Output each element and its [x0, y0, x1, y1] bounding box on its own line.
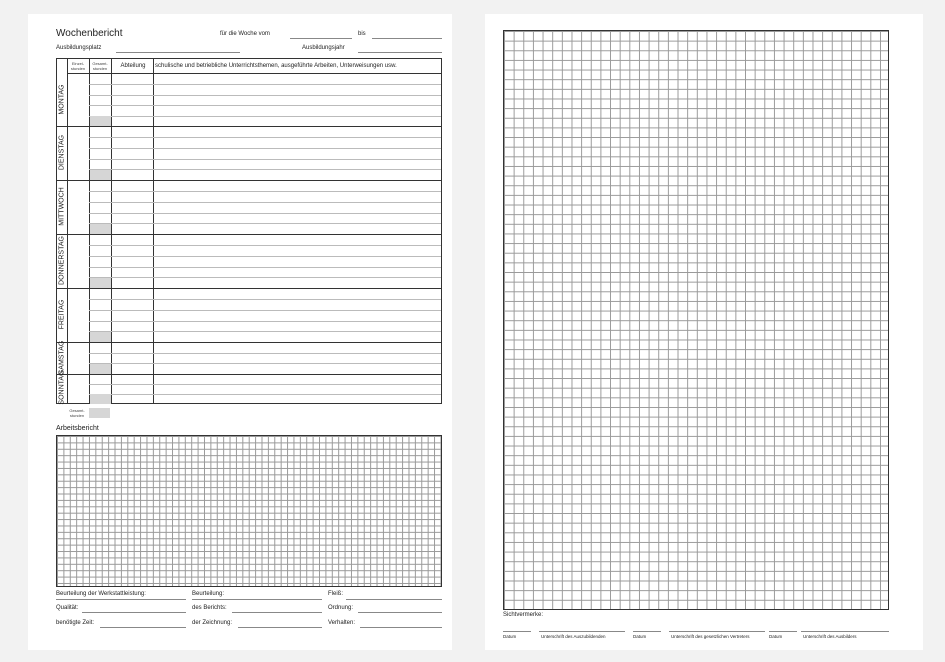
workshop-assessment-label: Beurteilung der Werkstattleistung: — [56, 591, 146, 597]
day-label-thursday: DONNERSTAG — [58, 236, 66, 285]
weekly-table — [56, 58, 442, 404]
report-field[interactable] — [232, 612, 322, 613]
left-page — [28, 14, 452, 650]
week-to-field[interactable] — [372, 38, 442, 39]
day-label-saturday: SAMSTAG — [58, 340, 66, 375]
assessment-label: Beurteilung: — [192, 591, 225, 597]
year-field[interactable] — [358, 52, 442, 53]
column-header-description: schulische und betriebliche Unterrichtsthemen, ausgeführte Arbeiten, Unterweisungen usw. — [155, 63, 397, 69]
diligence-field[interactable] — [346, 599, 442, 600]
quality-field[interactable] — [82, 612, 186, 613]
arbeitsbericht-label: Arbeitsbericht — [56, 425, 99, 432]
arbeitsbericht-grid[interactable] — [56, 435, 442, 587]
behavior-field[interactable] — [360, 627, 442, 628]
sichtvermerke-label: Sichtvermerke: — [503, 612, 544, 618]
daily-total-cell[interactable] — [90, 332, 111, 342]
time-label: benötigte Zeit: — [56, 620, 95, 626]
report-label: des Berichts: — [192, 605, 227, 611]
column-header-abteilung: Abteilung — [120, 63, 146, 69]
daily-total-cell[interactable] — [90, 394, 111, 404]
day-divider — [57, 180, 441, 181]
right-page — [485, 14, 923, 650]
day-divider — [57, 234, 441, 235]
signature-signer-1: Unterschrift des Auszubildenden — [541, 634, 606, 639]
year-label: Ausbildungsjahr — [302, 45, 345, 51]
place-label: Ausbildungsplatz — [56, 45, 102, 51]
daily-total-cell[interactable] — [90, 170, 111, 180]
order-label: Ordnung: — [328, 605, 354, 611]
week-from-label: für die Woche vom — [220, 31, 270, 37]
day-divider — [57, 126, 441, 127]
day-divider — [57, 288, 441, 289]
daily-total-cell[interactable] — [90, 116, 111, 126]
total-hours-label: Gesamt- stunden — [69, 408, 85, 418]
time-field[interactable] — [100, 627, 186, 628]
signature-date-3: Datum — [769, 634, 783, 639]
order-field[interactable] — [358, 612, 442, 613]
daily-total-cell[interactable] — [90, 224, 111, 234]
quality-label: Qualität: — [56, 605, 79, 611]
header-divider — [67, 73, 441, 74]
day-label-monday: MONTAG — [58, 84, 66, 115]
day-divider — [57, 342, 441, 343]
behavior-label: Verhalten: — [328, 620, 356, 626]
signature-date-2: Datum — [633, 634, 647, 639]
signature-signer-2: Unterschrift des gesetzlichen Vertreters — [671, 634, 750, 639]
column-divider — [111, 59, 112, 403]
drawing-label: der Zeichnung: — [192, 620, 233, 626]
day-divider — [57, 374, 441, 375]
day-label-sunday: SONNTAG — [58, 370, 66, 405]
daily-total-cell[interactable] — [90, 364, 111, 374]
right-page-grid[interactable] — [503, 30, 889, 610]
signature-date-1: Datum — [503, 634, 517, 639]
drawing-field[interactable] — [238, 627, 322, 628]
week-to-label: bis — [358, 31, 366, 37]
day-label-wednesday: MITTWOCH — [58, 187, 66, 226]
column-divider — [67, 59, 68, 403]
column-header-einzel: Einzel- stunden — [70, 61, 86, 71]
day-label-friday: FREITAG — [58, 299, 66, 330]
total-hours-cell[interactable] — [89, 408, 110, 418]
week-from-field[interactable] — [290, 38, 352, 39]
column-header-gesamt: Gesamt- stunden — [92, 61, 108, 71]
place-field[interactable] — [116, 52, 240, 53]
page-title: Wochenbericht — [56, 28, 123, 39]
daily-total-cell[interactable] — [90, 278, 111, 288]
day-label-tuesday: DIENSTAG — [58, 134, 66, 171]
diligence-label: Fleiß: — [328, 591, 343, 597]
column-divider — [153, 59, 154, 403]
signature-signer-3: Unterschrift des Ausbilders — [803, 634, 857, 639]
